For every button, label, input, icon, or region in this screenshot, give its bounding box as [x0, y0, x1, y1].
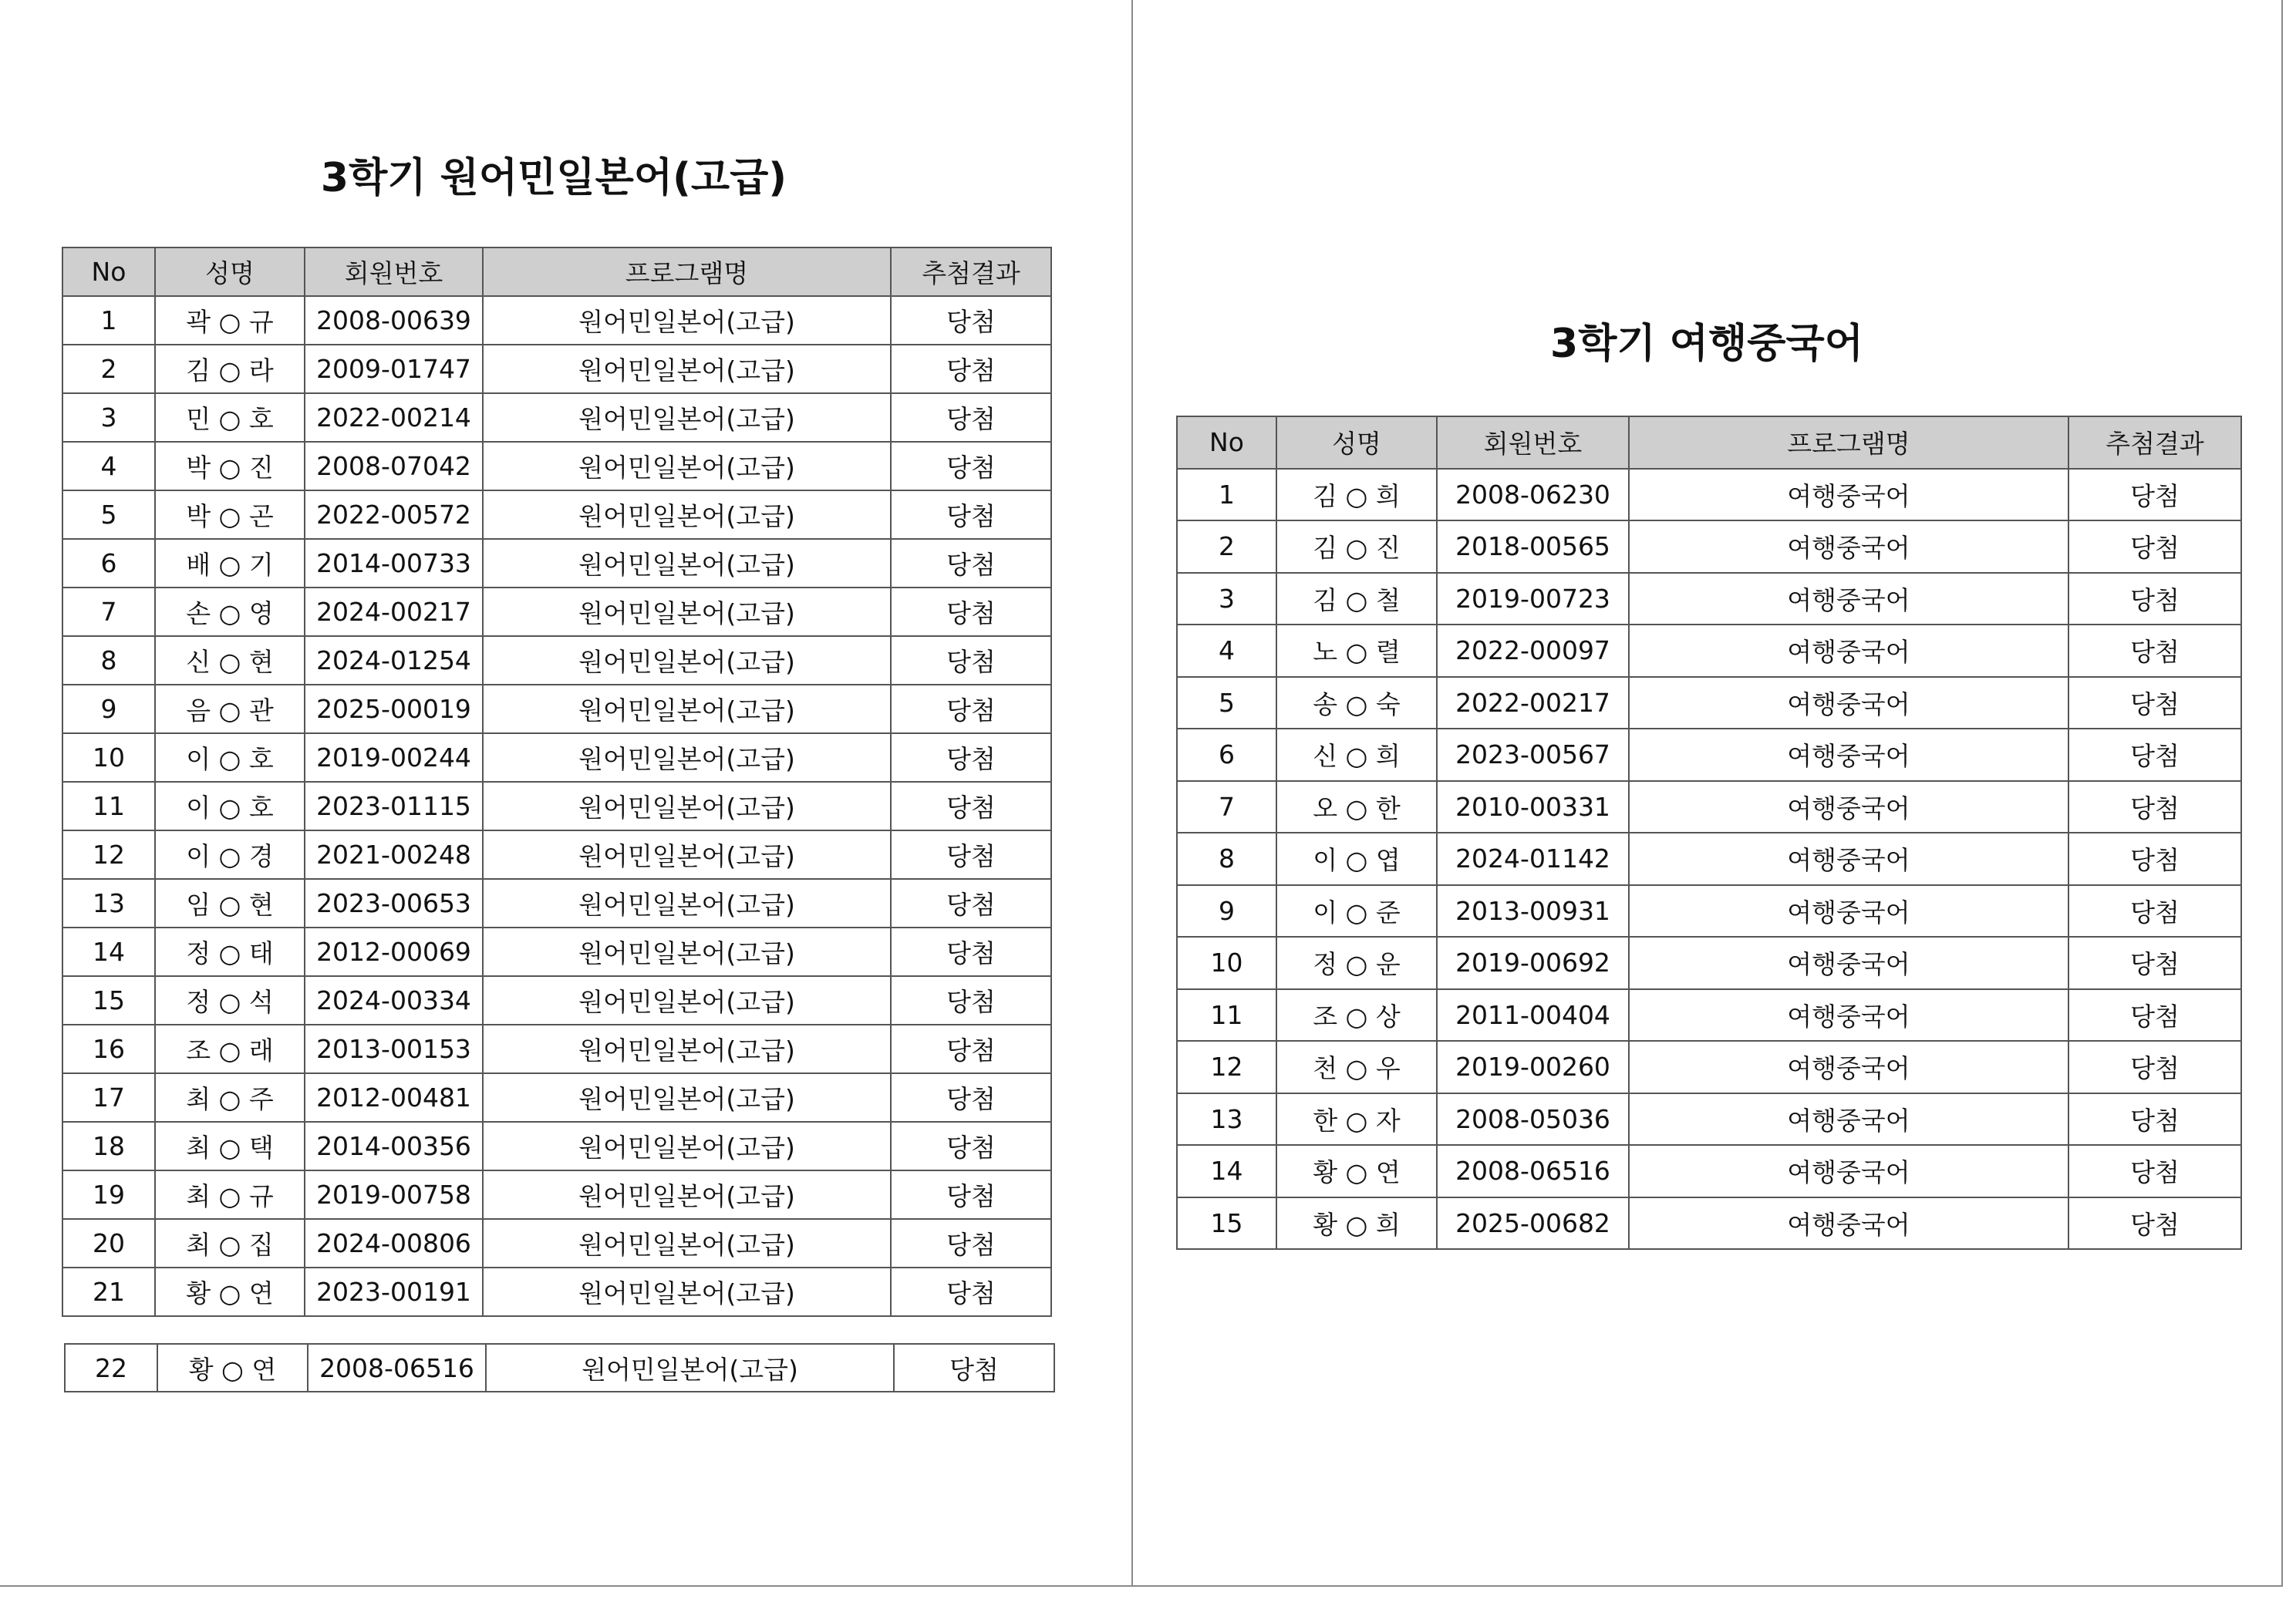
cell-name: 음 ○ 관: [155, 685, 305, 733]
cell-member-id: 2025-00682: [1437, 1197, 1629, 1250]
left-page-title: 3학기 원어민일본어(고급): [320, 155, 787, 201]
cell-name: 임 ○ 현: [155, 879, 305, 928]
cell-program: 원어민일본어(고급): [483, 1073, 891, 1122]
cell-member-id: 2013-00931: [1437, 885, 1629, 938]
cell-member-id: 2024-00806: [305, 1219, 483, 1268]
cell-member-id: 2012-00069: [305, 928, 483, 976]
cell-name: 노 ○ 렬: [1276, 625, 1437, 677]
cell-result: 당첨: [2068, 1093, 2241, 1146]
table-row: [62, 1170, 1051, 1219]
table-row: [1177, 1145, 2241, 1197]
cell-no: 4: [1177, 625, 1276, 677]
cell-result: 당첨: [891, 393, 1051, 442]
cell-program: 여행중국어: [1629, 729, 2068, 781]
cell-result: 당첨: [891, 685, 1051, 733]
table-row: [62, 879, 1051, 928]
cell-program: 원어민일본어(고급): [483, 539, 891, 588]
cell-result: 당첨: [2068, 781, 2241, 833]
cell-name: 최 ○ 규: [155, 1170, 305, 1219]
cell-program: 원어민일본어(고급): [483, 830, 891, 879]
cell-result: 당첨: [2068, 625, 2241, 677]
table-row: [62, 685, 1051, 733]
table-row: [62, 1025, 1051, 1073]
cell-result: 당첨: [2068, 1197, 2241, 1250]
cell-member-id: 2024-00334: [305, 976, 483, 1025]
cell-member-id: 2022-00214: [305, 393, 483, 442]
table-row: [65, 1344, 1054, 1392]
cell-result: 당첨: [2068, 729, 2241, 781]
table-row: [1177, 1197, 2241, 1250]
column-header-no: No: [62, 247, 155, 296]
cell-name: 배 ○ 기: [155, 539, 305, 588]
cell-program: 원어민일본어(고급): [483, 636, 891, 685]
cell-program: 여행중국어: [1629, 937, 2068, 989]
table-row: [1177, 469, 2241, 521]
column-header-no: No: [1177, 416, 1276, 469]
table-row: [62, 539, 1051, 588]
table-row: [62, 1122, 1051, 1170]
cell-name: 최 ○ 주: [155, 1073, 305, 1122]
cell-result: 당첨: [891, 1219, 1051, 1268]
cell-result: 당첨: [891, 296, 1051, 345]
cell-name: 최 ○ 집: [155, 1219, 305, 1268]
table-row: [1177, 625, 2241, 677]
column-header-program: 프로그램명: [483, 247, 891, 296]
table-row: [62, 830, 1051, 879]
cell-member-id: 2013-00153: [305, 1025, 483, 1073]
cell-program: 원어민일본어(고급): [483, 782, 891, 830]
cell-result: 당첨: [891, 539, 1051, 588]
cell-program: 여행중국어: [1629, 520, 2068, 573]
cell-member-id: 2023-01115: [305, 782, 483, 830]
cell-no: 3: [1177, 573, 1276, 625]
column-header-member-id: 회원번호: [1437, 416, 1629, 469]
cell-member-id: 2014-00733: [305, 539, 483, 588]
cell-name: 황 ○ 연: [1276, 1145, 1437, 1197]
cell-program: 원어민일본어(고급): [483, 588, 891, 636]
cell-name: 이 ○ 경: [155, 830, 305, 879]
cell-result: 당첨: [891, 490, 1051, 539]
cell-name: 민 ○ 호: [155, 393, 305, 442]
table-row: [1177, 937, 2241, 989]
cell-name: 조 ○ 래: [155, 1025, 305, 1073]
cell-member-id: 2021-00248: [305, 830, 483, 879]
cell-program: 원어민일본어(고급): [483, 442, 891, 490]
cell-result: 당첨: [2068, 989, 2241, 1042]
left-roster-table: [62, 247, 1052, 1317]
cell-member-id: 2019-00692: [1437, 937, 1629, 989]
cell-program: 원어민일본어(고급): [483, 1268, 891, 1316]
cell-result: 당첨: [2068, 1041, 2241, 1093]
cell-no: 8: [62, 636, 155, 685]
cell-member-id: 2024-00217: [305, 588, 483, 636]
cell-member-id: 2025-00019: [305, 685, 483, 733]
cell-result: 당첨: [2068, 677, 2241, 729]
table-row: [62, 345, 1051, 393]
cell-program: 원어민일본어(고급): [486, 1344, 894, 1392]
cell-result: 당첨: [891, 830, 1051, 879]
cell-result: 당첨: [891, 928, 1051, 976]
cell-member-id: 2019-00723: [1437, 573, 1629, 625]
cell-name: 황 ○ 연: [157, 1344, 308, 1392]
cell-result: 당첨: [891, 782, 1051, 830]
cell-no: 21: [62, 1268, 155, 1316]
table-row: [62, 733, 1051, 782]
cell-no: 10: [1177, 937, 1276, 989]
cell-no: 9: [1177, 885, 1276, 938]
cell-no: 2: [62, 345, 155, 393]
cell-result: 당첨: [891, 442, 1051, 490]
cell-name: 신 ○ 희: [1276, 729, 1437, 781]
table-row: [62, 1073, 1051, 1122]
cell-name: 이 ○ 엽: [1276, 833, 1437, 885]
cell-no: 13: [1177, 1093, 1276, 1146]
cell-name: 김 ○ 라: [155, 345, 305, 393]
cell-no: 5: [1177, 677, 1276, 729]
cell-no: 13: [62, 879, 155, 928]
table-row: [62, 1268, 1051, 1316]
cell-name: 천 ○ 우: [1276, 1041, 1437, 1093]
column-header-name: 성명: [1276, 416, 1437, 469]
cell-result: 당첨: [2068, 885, 2241, 938]
table-row: [62, 588, 1051, 636]
cell-member-id: 2008-06516: [308, 1344, 486, 1392]
cell-member-id: 2022-00572: [305, 490, 483, 539]
cell-member-id: 2019-00758: [305, 1170, 483, 1219]
cell-name: 황 ○ 연: [155, 1268, 305, 1316]
cell-program: 여행중국어: [1629, 1197, 2068, 1250]
cell-result: 당첨: [2068, 520, 2241, 573]
cell-no: 8: [1177, 833, 1276, 885]
cell-no: 14: [1177, 1145, 1276, 1197]
cell-no: 16: [62, 1025, 155, 1073]
cell-member-id: 2008-06230: [1437, 469, 1629, 521]
table-header-row: [62, 247, 1051, 296]
cell-name: 송 ○ 숙: [1276, 677, 1437, 729]
table-row: [62, 296, 1051, 345]
cell-member-id: 2023-00191: [305, 1268, 483, 1316]
cell-no: 1: [62, 296, 155, 345]
cell-result: 당첨: [2068, 833, 2241, 885]
table-row: [1177, 1093, 2241, 1146]
cell-name: 이 ○ 호: [155, 733, 305, 782]
table-header-row: [1177, 416, 2241, 469]
cell-name: 한 ○ 자: [1276, 1093, 1437, 1146]
cell-member-id: 2012-00481: [305, 1073, 483, 1122]
cell-no: 1: [1177, 469, 1276, 521]
cell-result: 당첨: [894, 1344, 1054, 1392]
cell-program: 원어민일본어(고급): [483, 685, 891, 733]
cell-no: 18: [62, 1122, 155, 1170]
cell-member-id: 2008-06516: [1437, 1145, 1629, 1197]
column-header-result: 추첨결과: [2068, 416, 2241, 469]
cell-program: 여행중국어: [1629, 469, 2068, 521]
cell-no: 6: [62, 539, 155, 588]
cell-result: 당첨: [891, 636, 1051, 685]
cell-no: 5: [62, 490, 155, 539]
right-page-title: 3학기 여행중국어: [1550, 321, 1863, 367]
cell-name: 김 ○ 진: [1276, 520, 1437, 573]
cell-member-id: 2008-00639: [305, 296, 483, 345]
cell-program: 원어민일본어(고급): [483, 1122, 891, 1170]
cell-no: 4: [62, 442, 155, 490]
table-row: [62, 928, 1051, 976]
cell-program: 원어민일본어(고급): [483, 393, 891, 442]
cell-program: 원어민일본어(고급): [483, 733, 891, 782]
cell-result: 당첨: [2068, 469, 2241, 521]
cell-name: 김 ○ 희: [1276, 469, 1437, 521]
cell-program: 여행중국어: [1629, 1145, 2068, 1197]
left-roster-extra-table: [64, 1343, 1055, 1392]
cell-program: 원어민일본어(고급): [483, 928, 891, 976]
table-row: [1177, 677, 2241, 729]
cell-program: 여행중국어: [1629, 989, 2068, 1042]
cell-program: 여행중국어: [1629, 625, 2068, 677]
table-row: [1177, 573, 2241, 625]
cell-member-id: 2023-00567: [1437, 729, 1629, 781]
table-row: [62, 393, 1051, 442]
cell-name: 정 ○ 운: [1276, 937, 1437, 989]
cell-name: 조 ○ 상: [1276, 989, 1437, 1042]
cell-member-id: 2024-01254: [305, 636, 483, 685]
cell-no: 2: [1177, 520, 1276, 573]
cell-result: 당첨: [2068, 573, 2241, 625]
column-header-result: 추첨결과: [891, 247, 1051, 296]
column-header-member-id: 회원번호: [305, 247, 483, 296]
cell-program: 여행중국어: [1629, 1093, 2068, 1146]
cell-result: 당첨: [891, 1122, 1051, 1170]
column-header-program: 프로그램명: [1629, 416, 2068, 469]
cell-name: 최 ○ 택: [155, 1122, 305, 1170]
cell-name: 이 ○ 호: [155, 782, 305, 830]
cell-no: 11: [62, 782, 155, 830]
cell-no: 3: [62, 393, 155, 442]
cell-name: 신 ○ 현: [155, 636, 305, 685]
cell-result: 당첨: [891, 1268, 1051, 1316]
table-row: [1177, 729, 2241, 781]
cell-name: 정 ○ 석: [155, 976, 305, 1025]
cell-result: 당첨: [891, 1025, 1051, 1073]
cell-member-id: 2019-00244: [305, 733, 483, 782]
cell-no: 12: [1177, 1041, 1276, 1093]
cell-program: 여행중국어: [1629, 1041, 2068, 1093]
column-header-name: 성명: [155, 247, 305, 296]
cell-name: 박 ○ 곤: [155, 490, 305, 539]
table-row: [62, 442, 1051, 490]
cell-program: 원어민일본어(고급): [483, 1219, 891, 1268]
table-row: [1177, 1041, 2241, 1093]
cell-program: 여행중국어: [1629, 833, 2068, 885]
table-row: [62, 976, 1051, 1025]
cell-member-id: 2014-00356: [305, 1122, 483, 1170]
cell-member-id: 2023-00653: [305, 879, 483, 928]
cell-no: 22: [65, 1344, 157, 1392]
cell-result: 당첨: [2068, 937, 2241, 989]
cell-member-id: 2008-07042: [305, 442, 483, 490]
table-row: [62, 636, 1051, 685]
cell-program: 여행중국어: [1629, 677, 2068, 729]
cell-member-id: 2024-01142: [1437, 833, 1629, 885]
cell-program: 원어민일본어(고급): [483, 976, 891, 1025]
cell-program: 원어민일본어(고급): [483, 879, 891, 928]
cell-name: 박 ○ 진: [155, 442, 305, 490]
cell-no: 15: [1177, 1197, 1276, 1250]
cell-no: 20: [62, 1219, 155, 1268]
cell-no: 11: [1177, 989, 1276, 1042]
page-divider: [1131, 0, 1133, 1587]
table-row: [62, 782, 1051, 830]
cell-name: 정 ○ 태: [155, 928, 305, 976]
cell-program: 여행중국어: [1629, 573, 2068, 625]
table-row: [1177, 520, 2241, 573]
cell-no: 10: [62, 733, 155, 782]
cell-result: 당첨: [891, 976, 1051, 1025]
cell-result: 당첨: [2068, 1145, 2241, 1197]
cell-program: 원어민일본어(고급): [483, 1025, 891, 1073]
cell-no: 14: [62, 928, 155, 976]
cell-member-id: 2019-00260: [1437, 1041, 1629, 1093]
cell-name: 이 ○ 준: [1276, 885, 1437, 938]
cell-no: 9: [62, 685, 155, 733]
cell-member-id: 2008-05036: [1437, 1093, 1629, 1146]
table-row: [1177, 989, 2241, 1042]
cell-no: 7: [1177, 781, 1276, 833]
table-row: [1177, 833, 2241, 885]
cell-result: 당첨: [891, 733, 1051, 782]
cell-member-id: 2010-00331: [1437, 781, 1629, 833]
cell-result: 당첨: [891, 879, 1051, 928]
cell-member-id: 2022-00097: [1437, 625, 1629, 677]
cell-name: 손 ○ 영: [155, 588, 305, 636]
table-row: [1177, 885, 2241, 938]
right-roster-table: [1176, 416, 2242, 1250]
cell-member-id: 2009-01747: [305, 345, 483, 393]
cell-program: 원어민일본어(고급): [483, 490, 891, 539]
cell-member-id: 2022-00217: [1437, 677, 1629, 729]
cell-name: 황 ○ 희: [1276, 1197, 1437, 1250]
cell-no: 7: [62, 588, 155, 636]
cell-result: 당첨: [891, 588, 1051, 636]
cell-program: 원어민일본어(고급): [483, 296, 891, 345]
cell-program: 여행중국어: [1629, 781, 2068, 833]
cell-no: 12: [62, 830, 155, 879]
table-row: [62, 1219, 1051, 1268]
table-row: [62, 490, 1051, 539]
cell-result: 당첨: [891, 1170, 1051, 1219]
cell-name: 김 ○ 철: [1276, 573, 1437, 625]
cell-no: 19: [62, 1170, 155, 1219]
cell-program: 원어민일본어(고급): [483, 1170, 891, 1219]
cell-program: 원어민일본어(고급): [483, 345, 891, 393]
table-row: [1177, 781, 2241, 833]
cell-no: 15: [62, 976, 155, 1025]
cell-member-id: 2018-00565: [1437, 520, 1629, 573]
cell-result: 당첨: [891, 345, 1051, 393]
cell-name: 곽 ○ 규: [155, 296, 305, 345]
cell-no: 6: [1177, 729, 1276, 781]
cell-program: 여행중국어: [1629, 885, 2068, 938]
cell-result: 당첨: [891, 1073, 1051, 1122]
cell-no: 17: [62, 1073, 155, 1122]
cell-member-id: 2011-00404: [1437, 989, 1629, 1042]
cell-name: 오 ○ 한: [1276, 781, 1437, 833]
